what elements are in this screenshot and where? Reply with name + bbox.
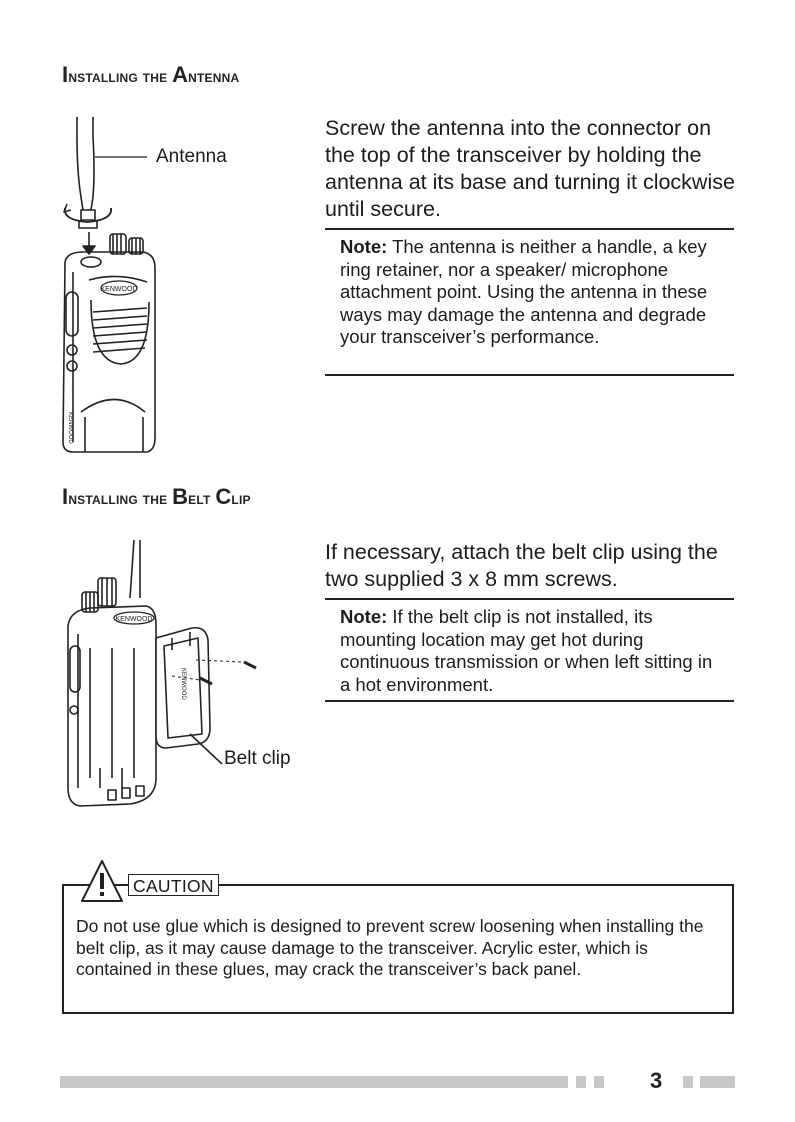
belt-clip-instructions: If necessary, attach the belt clip using the two supplied 3 x 8 mm screws.	[325, 540, 718, 591]
page-number: 3	[650, 1068, 663, 1093]
radio-side-brand: KENWOOD	[67, 412, 73, 444]
belt-clip-brand: KENWOOD	[180, 668, 186, 700]
belt-clip-section-heading: Installing the Belt Clip	[62, 484, 251, 509]
antenna-section-heading: Installing the Antenna	[62, 62, 240, 87]
radio-brand-logo: KENWOOD	[115, 616, 153, 623]
belt-clip-callout-label: Belt clip	[224, 748, 291, 769]
footer-square	[683, 1076, 693, 1088]
note-text: The antenna is neither a handle, a key ring retainer, nor a speaker/ microphone attachment point. Using the antenna in these ways may damage the antenna and degrade your transceiver’s performance.	[340, 236, 708, 347]
caution-text: Do not use glue which is designed to prevent screw loosening when installing the belt clip, as it may cause damage to the transceiver. Acrylic ester, which is contained in these glues, may crack the transceiver’s back panel.	[76, 916, 704, 979]
belt-clip-installation-illustration	[60, 538, 300, 813]
footer-square	[594, 1076, 604, 1088]
caution-label: CAUTION	[128, 874, 219, 896]
antenna-installation-illustration	[55, 112, 165, 457]
note-text: If the belt clip is not installed, its mounting location may get hot during continuous transmission or when left sitting in a hot environment.	[340, 606, 713, 695]
antenna-note	[325, 228, 734, 376]
antenna-instructions: Screw the antenna into the connector on the top of the transceiver by holding the antenna at its base and turning it clockwise until secure.	[325, 116, 735, 221]
footer-square	[576, 1076, 586, 1088]
antenna-callout-label: Antenna	[156, 146, 227, 167]
note-label: Note:	[340, 236, 388, 257]
radio-brand-logo: KENWOOD	[100, 286, 138, 293]
belt-clip-note	[325, 598, 734, 702]
note-label: Note:	[340, 606, 388, 627]
footer-bar-left	[60, 1076, 568, 1088]
footer-bar-right	[700, 1076, 735, 1088]
